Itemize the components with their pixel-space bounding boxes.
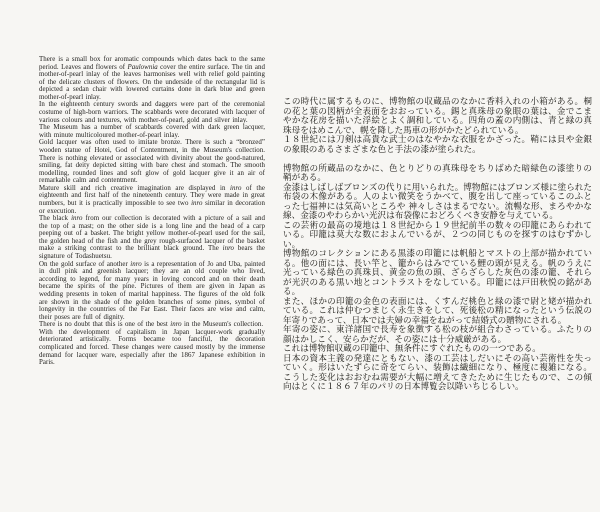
english-paragraph-best-inro: There is no doubt that this is one of the best inro in the Museum's collection. — [39, 321, 264, 329]
japanese-paragraph-swords: １８世紀には刀剣は高貴な武士のはなやかな衣服をかざった。鞘には貝や金銀の象眼のあるさまざまな色と手法の漆が塗られた。 — [283, 135, 592, 155]
english-paragraph-jo-and-uba: On the gold surface of another inro is a representation of Jo and Uba, painted in dull pink and greenish lacquer; they are an old couple who lived, according to legend, for many years in loving concord and on their death became the spirits of the pine. Pictures of them are given in Japan as wedding presents in token of marital happiness. The figures of the old folk are shown in the shade of the golden branches of some pines, symbol of longevity in the countries of the Far East. Their faces are wise and calm, their poses are full of dignity. — [39, 260, 266, 321]
english-paragraph-hotei: Gold lacquer was often used to imitate bronze. There is such a “bronzed” wooden statue of Hotei, God of Contentment, in the Museum's collection. There is nothing elevated or associated with divinity about the good-natured, smiling, fat deity depicted sitting with bare chest and stomach. The smooth modelling, rounded lines and soft glow of gold lacquer give it an air of remarkable calm and contentment. — [39, 139, 265, 185]
japanese-block-2 — [283, 165, 592, 393]
japanese-text-column — [283, 98, 592, 393]
japanese-paragraph-hotei: 金漆はしばしばブロンズの代りに用いられた。博物館にはブロンズ様に塗られた布袋の木像がある。人のよい微笑をうかべて、腹を出して座っているこのふとった七福神には気高いところや 神々しさはまるでない。流暢な形、まろやかな線、金漆のやわらかい光沢は布袋像におどろくべき安静を与えている。 — [283, 182, 592, 221]
english-paragraph-swords: In the eighteenth century swords and daggers were part of the ceremonial costume of high-born warriors. The scabbards were decorated with lacquer of various colours and textures, with mother-of-pearl, gold and silver inlay. — [39, 101, 265, 124]
japanese-paragraph-capitalism: 日本の資本主義の発達にともない、漆の工芸はしだいにその高い芸術性を失っていく。形はいたずらに奇をてらい、装飾は繊細になり、極度に複雑になる。こうした変化はおおむね需要が大幅に増えてきたために生じたもので、この傾向はとくに１８６７年のパリの日本博覧会以降いちじるしい。 — [283, 353, 592, 392]
japanese-paragraph-black-inro: 博物館のコレクションにある黒漆の印籠には帆船とマストの上部が描かれている。他の面には、長い竿と、籠からはみでている鯉の頭が見える。帆のうえに光っている緑色の真珠貝、黄金の魚の頭、ざらざらした灰色の漆の籠、それらが光沢のある黒い地とコントラストをなしている。印籠には戸田秋悦の銘がある。 — [283, 249, 592, 297]
japanese-paragraph-aromatic-box: この時代に属するものに、博物館の収蔵品のなかに香料入れの小箱がある。桐の花と葉の図柄が全表面をおおっている。錫と真珠母の象眼の葉は、金でこまやかな花房を描いた浮絵とよく調和している。四角の蓋の内側は、青と緑の真珠母をはめこんで、幌を降した馬車の形がかたどられている。 — [283, 97, 592, 136]
japanese-paragraph-best-inro: これは博物館収蔵の印籠中、無条件にすぐれたものの一つである。 — [283, 344, 541, 354]
english-paragraph-capitalism: With the development of capitalism in Japan lacquer-work gradually deteriorated artistically. Forms became too fanciful, the decoration complicated and forced. These changes were caused mostly by the immense demand for lacquer ware, especially after the 1867 Japanese exhibition in Paris. — [39, 328, 265, 367]
japanese-paragraph-inro-skill: この芸術の最高の境地は１８世紀から１９世紀前半の数々の印籠にあらわれている。印籠は莫大な数におよんでいるが、２つの同じものを探すのはむずかしい。 — [283, 220, 592, 250]
english-paragraph-scabbards: The Museum has a number of scabbards covered with dark green lacquer, with minute multicoloured mother-of-pearl inlay. — [39, 124, 265, 139]
english-text-column — [39, 56, 265, 367]
japanese-block-1 — [283, 98, 592, 155]
japanese-paragraph-jo-and-uba: また、ほかの印籠の金色の表面には、くすんだ桃色と緑の漆で尉と姥が描かれている。これは仲むつまじく永生きをして、死後松の精になったという伝説の年寄りであって、日本では夫婦の幸福をねがって結婚式の贈物にされる。 — [283, 296, 592, 326]
english-paragraph-inro-skill: Mature skill and rich creative imagination are displayed in inro of the eighteenth and first half of the nineteenth century. They were made in great numbers, but it is practically impossible to see two inro similar in decoration or execution. — [39, 184, 266, 215]
japanese-paragraph-scabbards: 博物館の所蔵品のなかに、色とりどりの真珠母をちりばめた暗緑色の漆塗りの鞘がある。 — [283, 163, 592, 183]
english-paragraph-aromatic-box: There is a small box for aromatic compounds which dates back to the same period. Leaves and flowers of Paulownia cover the entire surface. The tin and mother-of-pearl inlay of the leaves harmonises well with relief gold painting of the delicate clusters of flowers. On the underside of the rectangular lid is depicted a sedan chair with lowered curtains done in dark blue and green mother-of-pearl inlay. — [39, 56, 265, 101]
english-paragraph-black-inro: The black inro from our collection is decorated with a picture of a sail and the top of a mast; on the other side is a long line and the head of a carp peeping out of a basket. The bright yellow mother-of-pearl used for the sail, the golden head of the fish and the grey rough-surfaced lacquer of the basket make a striking contrast to the brilliant black ground. The inro bears the signature of Todashuetsu. — [39, 215, 266, 261]
japanese-paragraph-old-couple: 年寄の姿に、東洋諸国で長寿を象徴する松の枝が組合わさっている。ふたりの顔はかしこく、安らかだが、その姿には十分威厳がある。 — [283, 325, 592, 345]
